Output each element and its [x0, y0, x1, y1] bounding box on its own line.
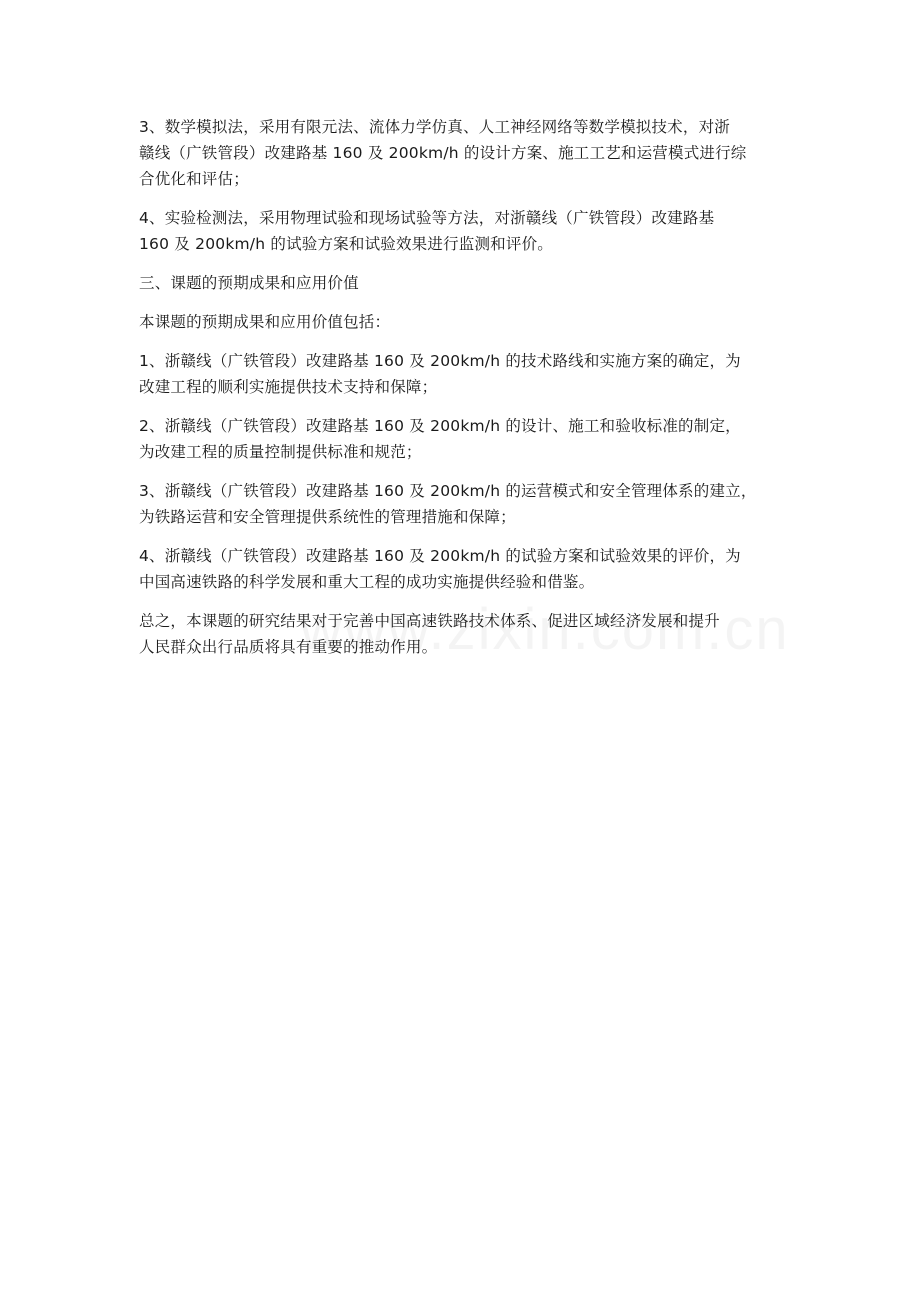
text-line: 2、浙赣线（广铁管段）改建路基 160 及 200km/h 的设计、施工和验收标准的制定，: [139, 417, 741, 435]
text-line: 本课题的预期成果和应用价值包括：: [139, 313, 391, 331]
paragraph-conclusion: [139, 608, 804, 660]
paragraph-method-4: [139, 205, 804, 257]
text-line: 4、浙赣线（广铁管段）改建路基 160 及 200km/h 的试验方案和试验效果的评价，为: [139, 547, 741, 565]
paragraph-intro: [139, 309, 804, 335]
document-body: [139, 114, 804, 673]
text-line: 中国高速铁路的科学发展和重大工程的成功实施提供经验和借鉴。: [139, 573, 595, 591]
text-line: 160 及 200km/h 的试验方案和试验效果进行监测和评价。: [139, 235, 553, 253]
text-line: 3、浙赣线（广铁管段）改建路基 160 及 200km/h 的运营模式和安全管理体系的建立，: [139, 482, 757, 500]
section-heading: [139, 270, 804, 296]
paragraph-method-3: [139, 114, 804, 192]
paragraph-result-2: [139, 413, 804, 465]
text-line: 为铁路运营和安全管理提供系统性的管理措施和保障；: [139, 508, 516, 526]
paragraph-result-4: [139, 543, 804, 595]
text-line: 为改建工程的质量控制提供标准和规范；: [139, 443, 422, 461]
text-line: 合优化和评估；: [139, 170, 249, 188]
text-line: 赣线（广铁管段）改建路基 160 及 200km/h 的设计方案、施工工艺和运营模式进行综: [139, 144, 747, 162]
text-line: 1、浙赣线（广铁管段）改建路基 160 及 200km/h 的技术路线和实施方案的确定，为: [139, 352, 741, 370]
text-line: 总之，本课题的研究结果对于完善中国高速铁路技术体系、促进区域经济发展和提升: [139, 612, 720, 630]
text-line: 3、数学模拟法，采用有限元法、流体力学仿真、人工神经网络等数学模拟技术，对浙: [139, 118, 730, 136]
text-line: 4、实验检测法，采用物理试验和现场试验等方法，对浙赣线（广铁管段）改建路基: [139, 209, 715, 227]
paragraph-result-1: [139, 348, 804, 400]
section-heading-text: 三、课题的预期成果和应用价值: [139, 274, 359, 292]
text-line: 改建工程的顺利实施提供技术支持和保障；: [139, 378, 438, 396]
text-line: 人民群众出行品质将具有重要的推动作用。: [139, 638, 438, 656]
paragraph-result-3: [139, 478, 804, 530]
